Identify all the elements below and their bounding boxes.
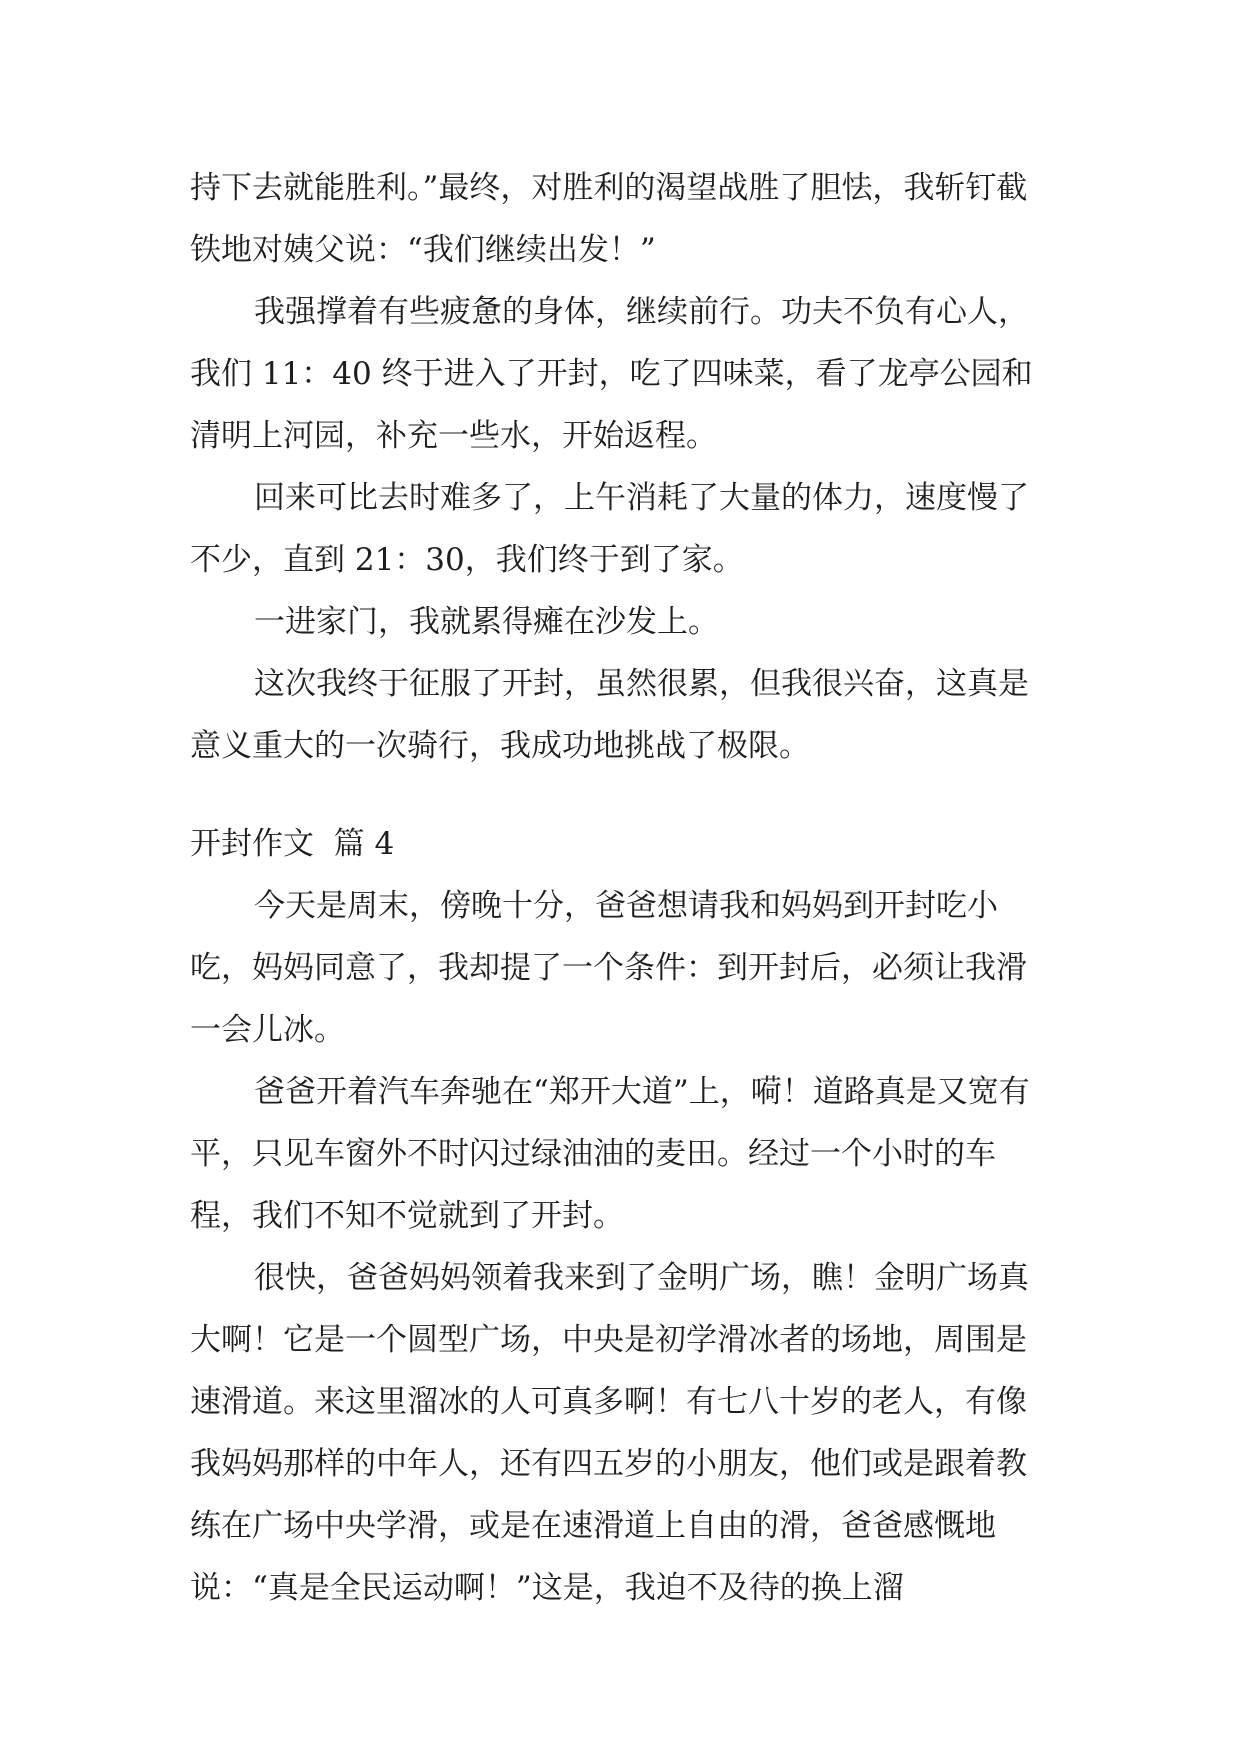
- paragraph-continuation: 持下去就能胜利。”最终，对胜利的渴望战胜了胆怯，我斩钉截铁地对姨父说：“我们继续出发！”: [190, 170, 1028, 268]
- paragraph: 这次我终于征服了开封，虽然很累，但我很兴奋，这真是意义重大的一次骑行，我成功地挑战了极限。: [190, 666, 1029, 764]
- previous-essay-ending: [190, 157, 1052, 777]
- section-heading: 开封作文 篇 4: [190, 826, 395, 862]
- paragraph: 很快，爸爸妈妈领着我来到了金明广场，瞧！金明广场真大啊！它是一个圆型广场，中央是初学滑冰者的场地，周围是速滑道。来这里溜冰的人可真多啊！有七八十岁的老人，有像我妈妈那样的中年人，还有四五岁的小朋友，他们或是跟着教练在广场中央学滑，或是在速滑道上自由的滑，爸爸感慨地说：“真是全民运动啊！”这是，我迫不及待的换上溜: [190, 1260, 1029, 1606]
- paragraph: 回来可比去时难多了，上午消耗了大量的体力，速度慢了不少，直到 21：30，我们终于到了家。: [190, 480, 1029, 578]
- paragraph: 我强撑着有些疲惫的身体，继续前行。功夫不负有心人，我们 11：40 终于进入了开封，吃了四味菜，看了龙亭公园和清明上河园，补充一些水，开始返程。: [190, 294, 1033, 454]
- essay-section-4: [190, 813, 1052, 1619]
- paragraph: 爸爸开着汽车奔驰在“郑开大道”上，嗬！道路真是又宽有平，只见车窗外不时闪过绿油油的麦田。经过一个小时的车程，我们不知不觉就到了开封。: [190, 1074, 1030, 1234]
- paragraph: 一进家门，我就累得瘫在沙发上。: [254, 604, 719, 640]
- paragraph: 今天是周末，傍晚十分，爸爸想请我和妈妈到开封吃小吃，妈妈同意了，我却提了一个条件：到开封后，必须让我滑一会儿冰。: [190, 888, 1027, 1048]
